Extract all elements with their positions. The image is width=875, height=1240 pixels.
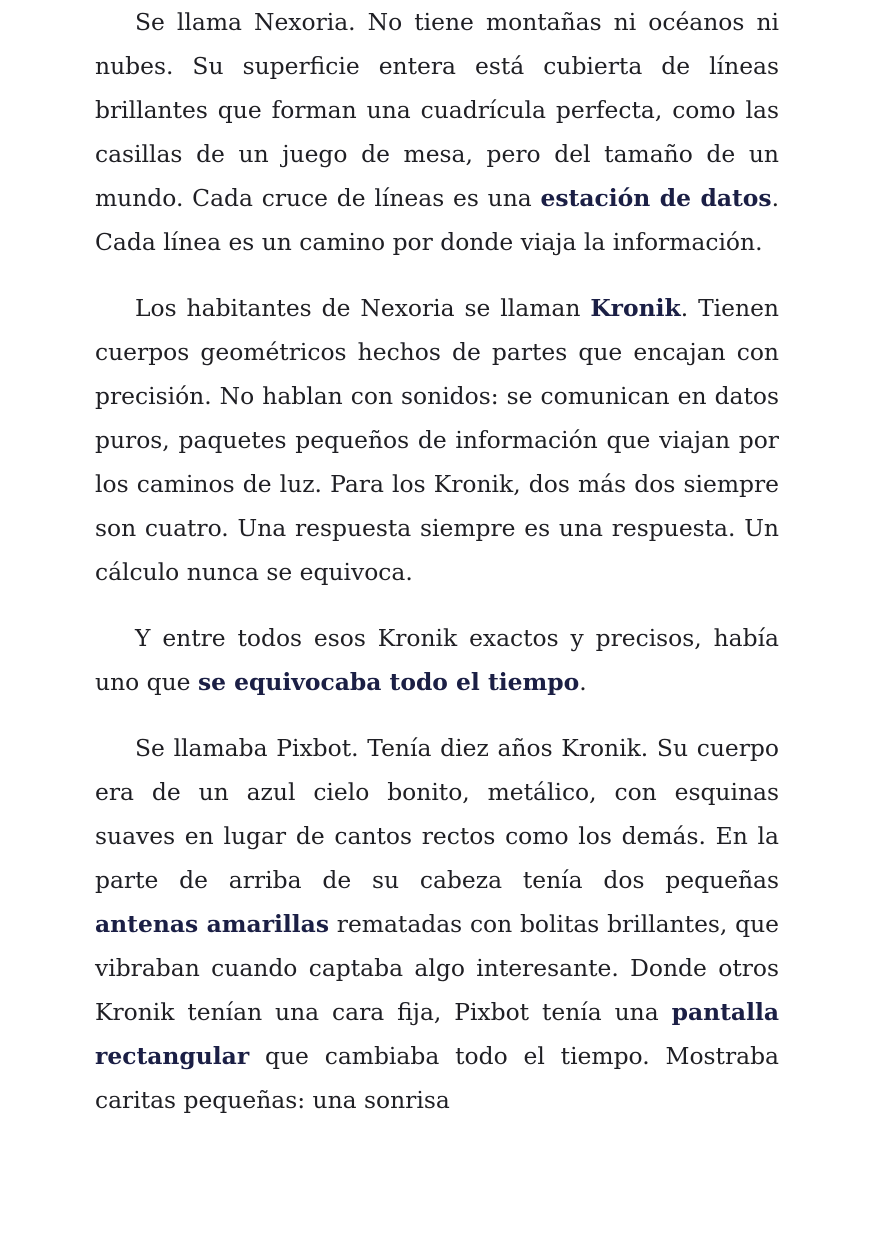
highlight-kronik: Kronik [590,294,681,322]
highlight-estacion-de-datos: estación de datos [540,184,772,212]
text-segment: . [579,668,587,696]
text-segment: Se llamaba Pixbot. Tenía diez años Kronik. Su cuerpo era de un azul cielo bonito, metálico, con esquinas suaves en lugar de cantos rectos como los demás. En la parte de arriba de su cabeza tenía dos pequeñas [95,734,779,894]
text-segment: Los habitantes de Nexoria se llaman [135,294,591,322]
document-page [95,0,779,1122]
text-segment: Y entre todos esos Kronik exactos y precisos, había uno que [95,624,779,696]
paragraph-kronik [95,286,779,594]
text-segment: rematadas con bolitas brillantes, que vibraban cuando captaba algo interesante. Donde otros Kronik tenían una cara fija, Pixbot tenía una [95,910,779,1026]
highlight-antenas-amarillas: antenas amarillas [95,910,330,938]
text-segment: . Tienen cuerpos geométricos hechos de partes que encajan con precisión. No hablan con sonidos: se comunican en datos puros, paquetes pequeños de información que viajan por los caminos de luz. Para los Kronik, dos más dos siempre son cuatro. Una respuesta siempre es una respuesta. Un cálculo nunca se equivoca. [95,294,779,586]
text-segment: Se llama Nexoria. No tiene montañas ni océanos ni nubes. Su superficie entera está cubierta de líneas brillantes que forman una cuadrícula perfecta, como las casillas de un juego de mesa, pero del tamaño de un mundo. Cada cruce de líneas es una [95,8,779,212]
highlight-se-equivocaba: se equivocaba todo el tiempo [197,668,580,696]
paragraph-nexoria [95,0,779,264]
text-segment: . Cada línea es un camino por donde viaja la información. [95,184,779,256]
paragraph-pixbot [95,726,779,1122]
paragraph-equivocaba [95,616,779,704]
highlight-pantalla-rectangular: pantalla rectangular [95,998,779,1070]
text-segment: que cambiaba todo el tiempo. Mostraba caritas pequeñas: una sonrisa [95,1042,779,1114]
